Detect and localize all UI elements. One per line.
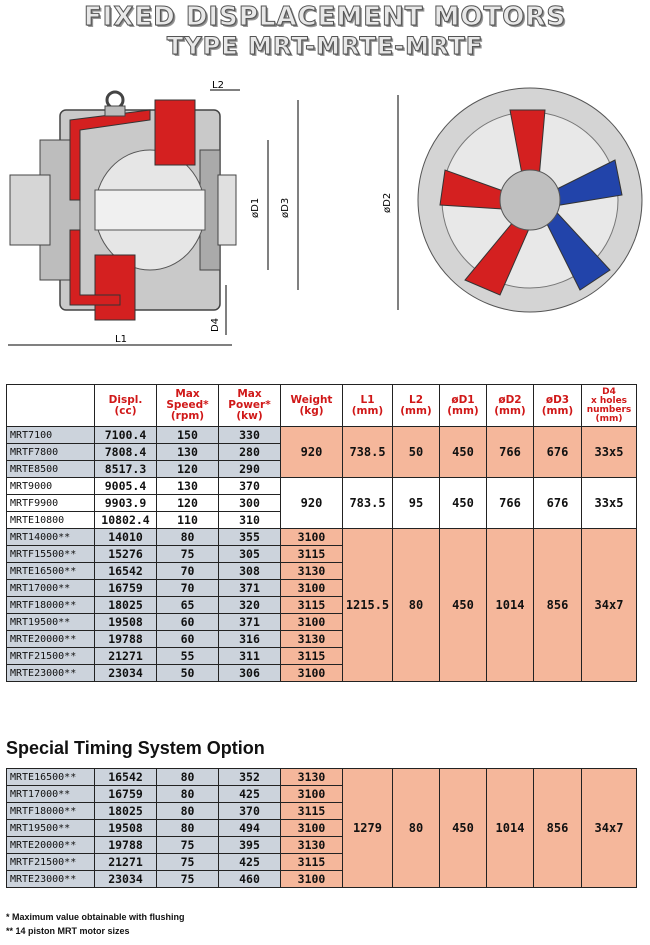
special-timing-title: Special Timing System Option: [6, 738, 265, 758]
speed-cell: 70: [157, 580, 219, 597]
power-cell: 370: [219, 478, 281, 495]
d3-cell: 856: [534, 529, 582, 682]
header-weight: Weight (kg): [281, 385, 343, 427]
weight-cell: 3100: [281, 820, 343, 837]
power-cell: 370: [219, 803, 281, 820]
l2-cell: 50: [393, 427, 440, 478]
model-cell: MRT19500**: [7, 614, 95, 631]
header-power: Max Power* (kw): [219, 385, 281, 427]
table-row: [7, 427, 637, 444]
special-timing-table: [6, 768, 637, 888]
speed-cell: 55: [157, 648, 219, 665]
header-l1: L1 (mm): [343, 385, 393, 427]
displ-cell: 16759: [95, 786, 157, 803]
header-d3: øD3 (mm): [534, 385, 582, 427]
speed-cell: 110: [157, 512, 219, 529]
speed-cell: 120: [157, 461, 219, 478]
displ-cell: 19508: [95, 820, 157, 837]
displ-cell: 15276: [95, 546, 157, 563]
label-l1: L1: [115, 334, 127, 345]
speed-cell: 75: [157, 854, 219, 871]
model-cell: MRTF21500**: [7, 648, 95, 665]
displ-cell: 8517.3: [95, 461, 157, 478]
speed-cell: 150: [157, 427, 219, 444]
d4-cell: 33x5: [582, 427, 637, 478]
power-cell: 355: [219, 529, 281, 546]
l1-cell: 738.5: [343, 427, 393, 478]
speed-cell: 80: [157, 769, 219, 786]
d2-cell: 766: [487, 478, 534, 529]
note-flushing: * Maximum value obtainable with flushing: [6, 912, 185, 922]
d4-cell: 33x5: [582, 478, 637, 529]
front-view-drawing: [360, 85, 650, 320]
model-cell: MRTE23000**: [7, 665, 95, 682]
power-cell: 300: [219, 495, 281, 512]
model-cell: MRTF21500**: [7, 854, 95, 871]
header-displ: Displ. (cc): [95, 385, 157, 427]
weight-cell: 3100: [281, 871, 343, 888]
l1-cell: 1215.5: [343, 529, 393, 682]
model-cell: MRTE23000**: [7, 871, 95, 888]
power-cell: 280: [219, 444, 281, 461]
weight-cell: 3130: [281, 769, 343, 786]
d1-cell: 450: [440, 769, 487, 888]
label-d1: øD1: [250, 197, 261, 218]
table-row: [7, 769, 637, 786]
power-cell: 330: [219, 427, 281, 444]
speed-cell: 80: [157, 803, 219, 820]
speed-cell: 80: [157, 786, 219, 803]
model-cell: MRTF18000**: [7, 803, 95, 820]
weight-cell: 3115: [281, 546, 343, 563]
speed-cell: 130: [157, 444, 219, 461]
model-cell: MRT7100: [7, 427, 95, 444]
table-row: [7, 529, 637, 546]
power-cell: 305: [219, 546, 281, 563]
specs-table: [6, 384, 637, 682]
speed-cell: 75: [157, 837, 219, 854]
model-cell: MRT14000**: [7, 529, 95, 546]
power-cell: 316: [219, 631, 281, 648]
power-cell: 308: [219, 563, 281, 580]
speed-cell: 60: [157, 614, 219, 631]
model-cell: MRTF15500**: [7, 546, 95, 563]
d1-cell: 450: [440, 478, 487, 529]
speed-cell: 80: [157, 529, 219, 546]
weight-cell: 3115: [281, 597, 343, 614]
displ-cell: 19508: [95, 614, 157, 631]
model-cell: MRTF7800: [7, 444, 95, 461]
power-cell: 352: [219, 769, 281, 786]
model-cell: MRTE20000**: [7, 837, 95, 854]
title-line-2: TYPE MRT-MRTE-MRTF: [166, 32, 484, 60]
displ-cell: 18025: [95, 597, 157, 614]
d1-cell: 450: [440, 529, 487, 682]
label-l2: L2: [212, 80, 224, 91]
speed-cell: 75: [157, 871, 219, 888]
d3-cell: 676: [534, 478, 582, 529]
header-d4: D4 x holes numbers (mm): [582, 385, 637, 427]
speed-cell: 60: [157, 631, 219, 648]
header-l2: L2 (mm): [393, 385, 440, 427]
side-section-drawing: [0, 80, 330, 360]
weight-cell: 3100: [281, 614, 343, 631]
header-d2: øD2 (mm): [487, 385, 534, 427]
model-cell: MRTF18000**: [7, 597, 95, 614]
note-14-piston: ** 14 piston MRT motor sizes: [6, 926, 130, 936]
model-cell: MRT9000: [7, 478, 95, 495]
weight-cell: 3115: [281, 854, 343, 871]
d3-cell: 676: [534, 427, 582, 478]
displ-cell: 18025: [95, 803, 157, 820]
displ-cell: 16759: [95, 580, 157, 597]
speed-cell: 75: [157, 546, 219, 563]
speed-cell: 50: [157, 665, 219, 682]
model-cell: MRTE16500**: [7, 563, 95, 580]
displ-cell: 19788: [95, 837, 157, 854]
title-line-1: FIXED DISPLACEMENT MOTORS: [83, 2, 567, 32]
d4-cell: 34x7: [582, 529, 637, 682]
d2-cell: 1014: [487, 769, 534, 888]
power-cell: 311: [219, 648, 281, 665]
displ-cell: 9903.9: [95, 495, 157, 512]
weight-cell: 3130: [281, 631, 343, 648]
label-d2: øD2: [382, 192, 393, 213]
displ-cell: 9005.4: [95, 478, 157, 495]
displ-cell: 23034: [95, 871, 157, 888]
displ-cell: 21271: [95, 854, 157, 871]
weight-cell: 3115: [281, 648, 343, 665]
l2-cell: 80: [393, 769, 440, 888]
table-row: [7, 478, 637, 495]
power-cell: 290: [219, 461, 281, 478]
power-cell: 371: [219, 580, 281, 597]
power-cell: 494: [219, 820, 281, 837]
speed-cell: 65: [157, 597, 219, 614]
displ-cell: 21271: [95, 648, 157, 665]
speed-cell: 120: [157, 495, 219, 512]
model-cell: MRTE8500: [7, 461, 95, 478]
power-cell: 306: [219, 665, 281, 682]
l1-cell: 1279: [343, 769, 393, 888]
weight-cell: 3130: [281, 563, 343, 580]
model-cell: MRT19500**: [7, 820, 95, 837]
power-cell: 425: [219, 786, 281, 803]
displ-cell: 7100.4: [95, 427, 157, 444]
power-cell: 425: [219, 854, 281, 871]
displ-cell: 16542: [95, 563, 157, 580]
weight-cell: 3100: [281, 786, 343, 803]
weight-cell: 920: [281, 427, 343, 478]
d4-cell: 34x7: [582, 769, 637, 888]
power-cell: 395: [219, 837, 281, 854]
weight-cell: 920: [281, 478, 343, 529]
displ-cell: 14010: [95, 529, 157, 546]
d1-cell: 450: [440, 427, 487, 478]
l2-cell: 80: [393, 529, 440, 682]
displ-cell: 7808.4: [95, 444, 157, 461]
displ-cell: 10802.4: [95, 512, 157, 529]
model-cell: MRTE10800: [7, 512, 95, 529]
model-cell: MRTE16500**: [7, 769, 95, 786]
displ-cell: 16542: [95, 769, 157, 786]
model-cell: MRTF9900: [7, 495, 95, 512]
weight-cell: 3100: [281, 529, 343, 546]
d2-cell: 1014: [487, 529, 534, 682]
weight-cell: 3115: [281, 803, 343, 820]
power-cell: 371: [219, 614, 281, 631]
weight-cell: 3130: [281, 837, 343, 854]
weight-cell: 3100: [281, 580, 343, 597]
speed-cell: 130: [157, 478, 219, 495]
speed-cell: 80: [157, 820, 219, 837]
power-cell: 460: [219, 871, 281, 888]
header-row: [7, 385, 637, 427]
label-d4: D4: [210, 317, 221, 332]
label-d3: øD3: [280, 197, 291, 218]
l1-cell: 783.5: [343, 478, 393, 529]
d3-cell: 856: [534, 769, 582, 888]
displ-cell: 19788: [95, 631, 157, 648]
model-cell: MRT17000**: [7, 580, 95, 597]
power-cell: 310: [219, 512, 281, 529]
model-cell: MRT17000**: [7, 786, 95, 803]
model-cell: MRTE20000**: [7, 631, 95, 648]
l2-cell: 95: [393, 478, 440, 529]
power-cell: 320: [219, 597, 281, 614]
displ-cell: 23034: [95, 665, 157, 682]
d2-cell: 766: [487, 427, 534, 478]
speed-cell: 70: [157, 563, 219, 580]
weight-cell: 3100: [281, 665, 343, 682]
header-d1: øD1 (mm): [440, 385, 487, 427]
header-speed: Max Speed* (rpm): [157, 385, 219, 427]
